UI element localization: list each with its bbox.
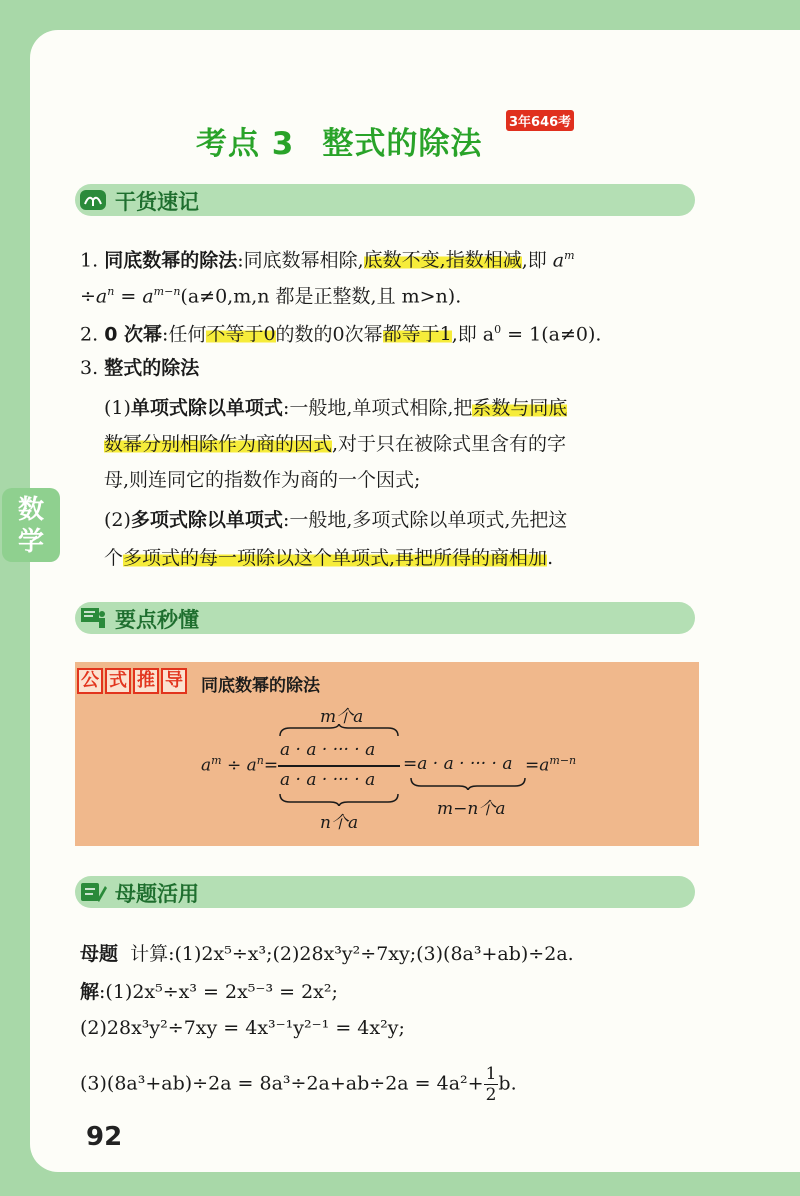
problem-label: 母题: [80, 943, 119, 965]
bottom-brace-label-1: n个a: [320, 813, 359, 833]
note-2-text2: 的数的0次幂: [275, 323, 383, 346]
note-2-number: 2.: [80, 323, 99, 346]
formula-tag-char: 公: [77, 668, 103, 694]
rhs-exp: m−n: [549, 754, 577, 767]
note-3-heading: 整式的除法: [104, 357, 200, 379]
book-icon: [79, 188, 107, 212]
section-header-problems: [75, 876, 695, 908]
formula-lhs: [201, 754, 278, 776]
solution-1: :(1)2x⁵÷x³ = 2x⁵⁻³ = 2x²;: [99, 981, 338, 1003]
note-3-p1-line1: [104, 396, 567, 420]
p2-index: (2): [104, 509, 131, 531]
page-title: [196, 118, 482, 163]
solution-line-2: (2)28x³y²÷7xy = 4x³⁻¹y²⁻¹ = 4x²y;: [80, 1017, 405, 1039]
fraction-denominator: a · a · ··· · a: [280, 770, 376, 790]
section-title-notes: 干货速记: [115, 190, 199, 214]
note-3-number: 3.: [80, 357, 99, 379]
note-1-line2: [80, 280, 461, 308]
exam-frequency-badge: 3年646考: [506, 110, 574, 131]
fraction-numerator: a · a · ··· · a: [280, 740, 376, 760]
lhs-eq: =: [263, 755, 279, 776]
p2-text: :一般地,多项式除以单项式,先把这: [282, 509, 568, 531]
note-2-highlight1: 不等于0: [206, 323, 276, 346]
note-2-text: :任何: [162, 323, 207, 346]
solution-line-1: [80, 980, 338, 1004]
p2-text2: 个: [104, 547, 124, 569]
note-1-condition: (a≠0,m,n 都是正整数,且 m>n).: [180, 285, 462, 308]
note-1-text: :同底数幂相除,: [237, 249, 364, 272]
fraction-den: 2: [485, 1085, 497, 1105]
solution-label: 解: [80, 981, 100, 1003]
fraction-num: 1: [485, 1064, 497, 1084]
teacher-board-icon: [79, 606, 107, 630]
solution-3-end: b.: [498, 1072, 517, 1095]
subject-tab-char2: 学: [17, 527, 44, 557]
page-number: 92: [86, 1122, 123, 1152]
solution-3-fraction: [484, 1064, 499, 1105]
section-header-notes: [75, 184, 695, 216]
lhs-exp: m: [211, 754, 222, 767]
note-3-p1-line2: [104, 432, 566, 456]
formula-tag: [77, 668, 189, 694]
note-1-line1: [80, 244, 575, 272]
note-2-text4: = 1(a≠0).: [501, 323, 602, 346]
formula-mid: =a · a · ··· · a: [403, 754, 513, 774]
formula-rhs: [525, 754, 576, 776]
pencil-note-icon: [79, 880, 107, 904]
p2-end: .: [547, 547, 554, 569]
lhs-div-exp: n: [256, 754, 264, 767]
note-1-eq: = a: [114, 285, 154, 308]
subject-tab-char1: 数: [17, 495, 44, 525]
note-3-p2-line1: [104, 508, 567, 532]
note-3: [80, 356, 199, 380]
problem-text: 计算:(1)2x⁵÷x³;(2)28x³y²÷7xy;(3)(8a³+ab)÷2a.: [130, 943, 574, 965]
p1-heading: 单项式除以单项式: [130, 397, 283, 419]
p1-highlight1: 系数与同底: [472, 397, 568, 419]
p1-highlight2: 数幂分别相除作为商的因式: [104, 433, 333, 455]
note-1-div: ÷a: [80, 285, 108, 308]
note-1-var: a: [552, 249, 565, 272]
p1-index: (1): [104, 397, 131, 419]
note-1-number: 1.: [80, 249, 99, 272]
p1-text2: ,对于只在被除式里含有的字: [332, 433, 567, 455]
problem-statement: [80, 942, 574, 966]
formula-tag-char: 式: [105, 668, 131, 694]
formula-tag-char: 导: [161, 668, 187, 694]
note-1-highlight: 底数不变,指数相减: [363, 249, 522, 272]
note-1-heading: 同底数幂的除法: [104, 249, 238, 272]
note-2-exp: 0: [494, 323, 502, 336]
p2-highlight: 多项式的每一项除以这个单项式,再把所得的商相加: [123, 547, 548, 569]
lhs-div: ÷ a: [221, 755, 257, 776]
formula-title: 同底数幂的除法: [201, 676, 320, 696]
formula-derivation-box: [75, 662, 699, 846]
note-2-heading: 0 次幂: [104, 323, 163, 346]
fraction-bar: [278, 765, 400, 767]
bottom-brace-1: [278, 792, 400, 806]
solution-line-3: [80, 1064, 517, 1105]
note-2-text3: ,即 a: [451, 323, 495, 346]
section-title-keypoints: 要点秒懂: [115, 608, 199, 632]
top-brace-label: m个a: [320, 707, 364, 727]
p1-text: :一般地,单项式相除,把: [282, 397, 473, 419]
formula-tag-char: 推: [133, 668, 159, 694]
bottom-brace-2: [409, 776, 527, 790]
rhs-base: =a: [525, 755, 550, 776]
note-2-highlight2: 都等于1: [382, 323, 452, 346]
note-3-p2-line2: [104, 546, 553, 570]
note-1-eq-exp: m−n: [153, 285, 181, 298]
top-brace: [278, 724, 400, 738]
note-1-text2: ,即: [521, 249, 553, 272]
note-1-exp: m: [564, 249, 575, 262]
subject-tab[interactable]: [2, 488, 60, 562]
note-3-p1-line3: 母,则连同它的指数作为商的一个因式;: [104, 469, 421, 491]
section-title-problems: 母题活用: [115, 882, 199, 906]
bottom-brace-label-2: m−n个a: [437, 799, 506, 819]
note-1-div-exp: n: [107, 285, 115, 298]
title-part2: 整式的除法: [322, 126, 483, 162]
note-2: [80, 318, 601, 346]
section-header-keypoints: [75, 602, 695, 634]
lhs-base: a: [201, 755, 212, 776]
solution-3-text: (3)(8a³+ab)÷2a = 8a³÷2a+ab÷2a = 4a²+: [80, 1072, 484, 1095]
p2-heading: 多项式除以单项式: [130, 509, 283, 531]
title-part1: 考点 3: [196, 126, 295, 162]
